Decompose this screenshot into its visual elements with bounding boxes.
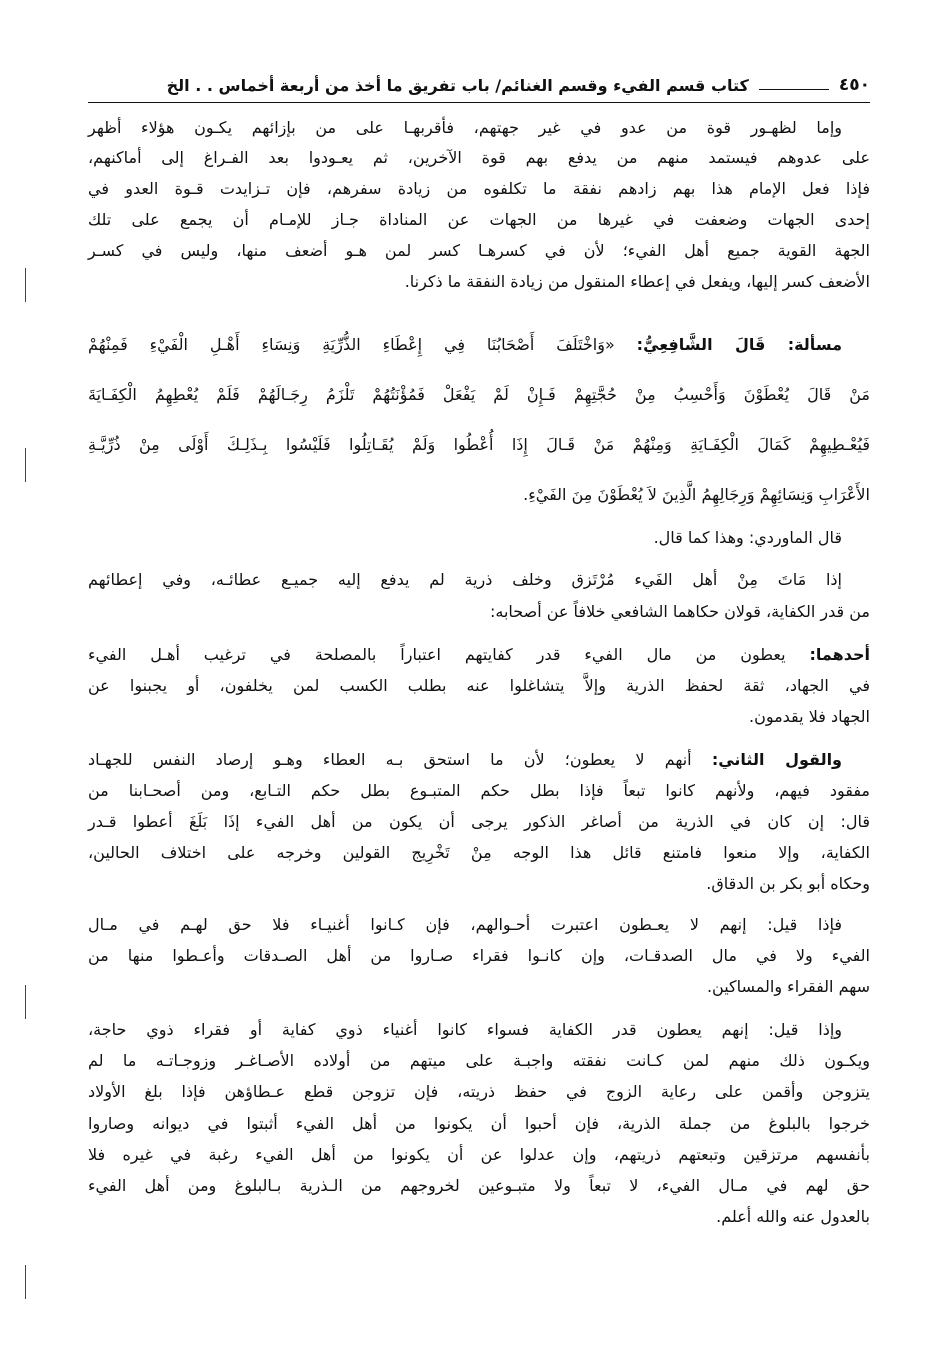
line-text: وإما لظهـور قوة من عدو في غير جهتهم، فأقربهـا على من بإزائهم يكـون هؤلاء أظهر — [88, 118, 842, 137]
text-line — [88, 113, 870, 143]
header-dash — [759, 89, 829, 90]
text-line — [88, 1046, 870, 1076]
line-text: في الجهاد، ثقة لحفظ الذرية وإلاَّ يتشاغلوا عنه بطلب الكسب لمن يخلفون، أو يجبنوا عن — [88, 676, 870, 695]
line-text: الفيء ولا في مال الصدقـات، وإن كانـوا فقراء صـاروا من أهل الصـدقات وأعـطوا منها من — [88, 946, 870, 965]
text-line — [88, 640, 870, 670]
line-text: فَيُعْـطِيهِمْ كَمَالَ الْكِفَـايَةِ وَمِنْهُمْ مَنْ قَـالَ إِذَا أُعْطُوا وَلَمْ يُقَـاتِلُوا فَلَيْسُوا بِـذَلِـكَ أَوْلَى مِنْ ذُرِّيَّـةِ — [88, 435, 870, 454]
line-text: «وَاخْتَلَفَ أَصْحَابُنَا فِي إِعْطَاءِ الذُّرِّيَةِ وَنِسَاءِ أَهْـلِ الْفَيْءِ فَمِنْهُمْ — [88, 335, 637, 354]
margin-mark — [25, 985, 26, 1019]
line-text: الأضعف كسر إليها، ويفعل في إعطاء المنقول من زيادة النفقة ما ذكرنا. — [404, 272, 870, 291]
line-text: مفقود فيهم، ولأنهم كانوا تبعاً فإذا بطل حكم المتبـوع بطل حكم التـابع، ومن أصحـابنا من — [88, 781, 870, 800]
text-line — [88, 1171, 870, 1201]
line-text: سهم الفقراء والمساكين. — [706, 977, 870, 996]
line-text: قال: إن كان في الذرية من أصاغر الذكور يرجى أن يكون من أهل الفيء إذَا بَلَغَ أعطوا قـدر — [88, 812, 870, 831]
line-text: على عدوهم فيستمد منهم من يدفع بهم قوة الآخرين، ثم يعـودوا بعد الفـراغ إلى أماكنهم، — [88, 148, 870, 167]
line-text: فإذا قيل: إنهم لا يعـطون اعتبرت أحـوالهم، فإن كـانوا أغنيـاء فلا حق لهـم في مـال — [88, 915, 842, 934]
line-text: يتزوجن وأقمن على رعاية الزوج في حفظ ذريته، فإن تزوجن قطع عـطاؤهن فإذا بلغ الأولاد — [88, 1082, 870, 1101]
margin-mark — [25, 1265, 26, 1299]
bold-lead: والقول الثاني: — [711, 750, 842, 769]
line-text: فإذا فعل الإمام هذا بهم زادهم نفقة ما تكلفوه من زيادة سفرهم، فإن تـزايدت قـوة العدو في — [88, 179, 870, 198]
page-number: ٤٥٠ — [838, 75, 870, 95]
line-text: الجهاد فلا يقدمون. — [748, 707, 870, 726]
text-line — [88, 267, 870, 297]
text-line — [88, 205, 870, 235]
line-text: الأَعْرَابِ وَنِسَائِهِمْ وَرِجَالِهِمُ الَّذِينَ لاَ يُعْطَوْنَ مِنَ الفَيْءِ. — [523, 485, 870, 504]
margin-mark — [25, 448, 26, 482]
text-line — [88, 380, 870, 410]
text-line — [88, 671, 870, 701]
text-line — [88, 597, 870, 627]
line-text: بالعدول عنه والله أعلم. — [716, 1207, 870, 1226]
header-rule — [88, 102, 870, 103]
text-line — [88, 236, 870, 266]
text-line — [88, 941, 870, 971]
line-text: يعطون من مال الفيء قدر كفايتهم اعتباراً بالمصلحة في ترغيب أهـل الفيء — [88, 645, 810, 664]
text-line — [88, 745, 870, 775]
line-text: مَنْ قَالَ يُعْطَوْنَ وَأَحْسِبُ مِنْ حُجَّتِهِمْ فَـإِنْ لَمْ يَفْعَلْ فَمُؤْنَتُهُمْ تَلْزَمُ رِجَـالَهُمْ فَلَمْ يُعْطِهِمُ الْكِفَـايَةَ — [88, 385, 870, 404]
line-text: الكفاية، وإلا منعوا فامتنع قائل هذا الوجه مِنْ تَخْرِيج القولين وخرجه على اختلاف الحالين، — [88, 843, 870, 862]
line-text: الجهة القوية جميع أهل الفيء؛ لأن في كسرهـا كسر لمن هـو أضعف منها، وليس في كسـر — [88, 241, 870, 260]
running-header — [88, 70, 870, 100]
text-line — [88, 702, 870, 732]
text-line — [88, 972, 870, 1002]
line-text: أنهم لا يعطون؛ لأن ما استحق بـه العطاء وهـو إرصاد النفس للجهـاد — [88, 750, 712, 769]
line-text: قال الماوردي: وهذا كما قال. — [653, 528, 842, 547]
text-line — [88, 1109, 870, 1139]
text-line — [88, 174, 870, 204]
text-line — [88, 807, 870, 837]
line-text: وإذا قيل: إنهم يعطون قدر الكفاية فسواء كانوا أغنياء ذوي كفاية أو فقراء ذوي حاجة، — [88, 1020, 842, 1039]
line-text: حق لهم في مـال الفيء، لا تبعاً ولا متبـوعين لخروجهم من الـذرية بـالبلوغ ومن أهل الفيء — [88, 1176, 870, 1195]
text-line — [88, 869, 870, 899]
line-text: إحدى الجهات وضعفت في غيرها من الجهات عن المناداة جـاز للإمـام أن يجمع على تلك — [88, 210, 870, 229]
bold-lead: مسألة: قَالَ الشَّافِعِيُّ: — [636, 335, 843, 354]
text-line — [88, 1140, 870, 1170]
margin-mark — [25, 268, 26, 302]
text-line — [88, 1202, 870, 1232]
text-line — [88, 330, 870, 360]
line-text: خرجوا بالبلوغ من جملة الذرية، فإن أحبوا أن يكونوا من أهل الفيء أثبتوا في ديوانه وصاروا — [88, 1114, 870, 1133]
line-text: إذا مَاتَ مِنْ أهل الفَيء مُرْتَزق وخلف ذرية لم يدفع إليه جميـع عطائـه، وفي إعطائهم — [88, 570, 842, 589]
line-text: وحكاه أبو بكر بن الدقاق. — [706, 874, 870, 893]
text-line — [88, 776, 870, 806]
text-line — [88, 523, 870, 553]
line-text: بأنفسهم مرتزقين وتبعتهم ذريتهم، وإن عدلوا عن أن يكونوا من أهل الفيء رغبة في غيره فلا — [88, 1145, 870, 1164]
bold-lead: أحدهما: — [809, 645, 870, 664]
line-text: من قدر الكفاية، قولان حكاهما الشافعي خلافاً عن أصحابه: — [490, 602, 870, 621]
text-line — [88, 910, 870, 940]
text-line — [88, 430, 870, 460]
text-line — [88, 565, 870, 595]
header-title: كتاب قسم الفيء وقسم الغنائم/ باب تفريق ما أخذ من أربعة أخماس . . الخ — [166, 75, 749, 95]
text-line — [88, 1077, 870, 1107]
text-line — [88, 838, 870, 868]
line-text: ويكـون ذلك منهم لمن كـانت نفقته واجبـة على ميتهم من أولاده الأصـاغـر وزوجـاتـه ما لم — [88, 1051, 870, 1070]
text-line — [88, 143, 870, 173]
text-line — [88, 480, 870, 510]
text-line — [88, 1015, 870, 1045]
